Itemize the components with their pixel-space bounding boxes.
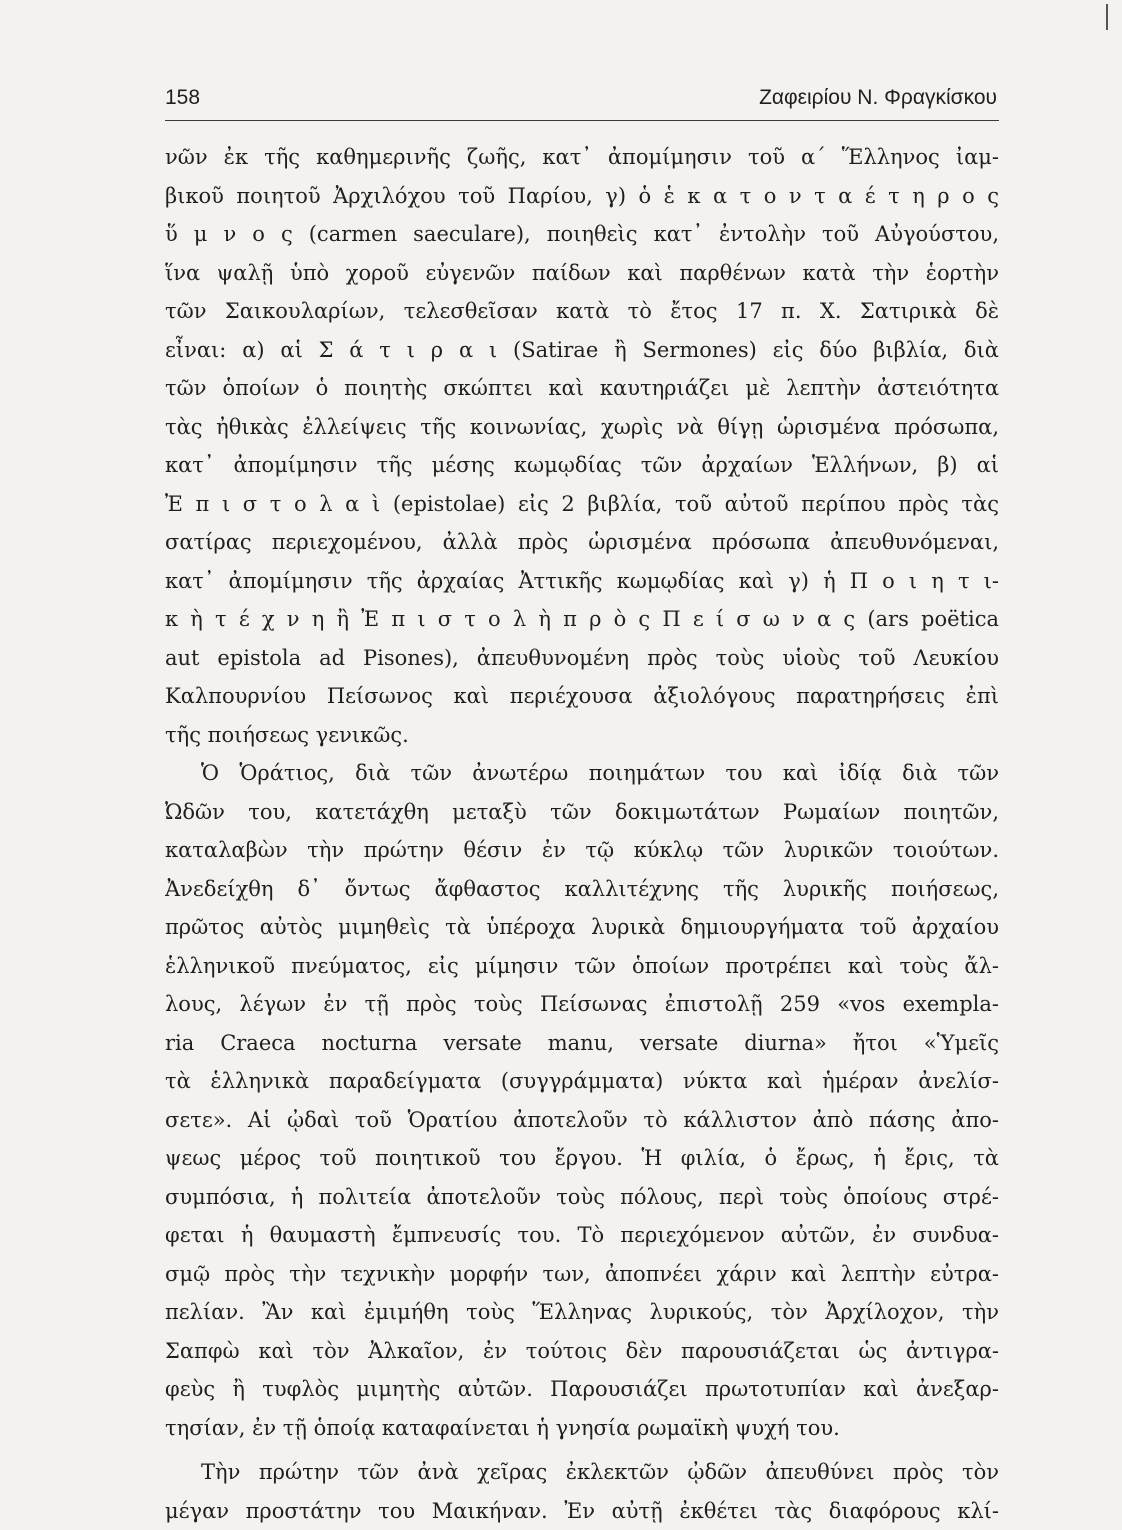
text-line: τησίαν, ἐν τῇ ὁποίᾳ καταφαίνεται ἡ γνησία ρωμαϊκὴ ψυχή του. [165,1409,999,1448]
text-line: ὕ μ ν ο ς (carmen saeculare), ποιηθεὶς κατ᾽ ἐντολὴν τοῦ Αὐγούστου, [165,215,999,254]
text-line: τῶν Σαικουλαρίων, τελεσθεῖσαν κατὰ τὸ ἔτος 17 π. Χ. Σατιρικὰ δὲ [165,292,999,331]
text-line: Σαπφὼ καὶ τὸν Ἀλκαῖον, ἐν τούτοις δὲν παρουσιάζεται ὡς ἀντιγρα- [165,1332,999,1371]
text-line: Τὴν πρώτην τῶν ἀνὰ χεῖρας ἐκλεκτῶν ᾠδῶν ἀπευθύνει πρὸς τὸν [165,1453,999,1492]
running-head: Ζαφειρίου Ν. Φραγκίσκου [759,86,997,110]
text-line: φεται ἡ θαυμαστὴ ἔμπνευσίς του. Τὸ περιεχόμενον αὐτῶν, ἐν συνδυα- [165,1216,999,1255]
text-line: σατίρας περιεχομένου, ἀλλὰ πρὸς ὡρισμένα πρόσωπα ἀπευθυνόμεναι, [165,523,999,562]
text-line: Ὠδῶν του, κατετάχθη μεταξὺ τῶν δοκιμωτάτων Ρωμαίων ποιητῶν, [165,793,999,832]
text-line: Καλπουρνίου Πείσωνος καὶ περιέχουσα ἀξιολόγους παρατηρήσεις ἐπὶ [165,677,999,716]
text-line: πελίαν. Ἂν καὶ ἐμιμήθη τοὺς Ἕλληνας λυρικούς, τὸν Ἀρχίλοχον, τὴν [165,1293,999,1332]
text-line: κατ᾽ ἀπομίμησιν τῆς μέσης κωμῳδίας τῶν ἀρχαίων Ἑλλήνων, β) αἱ [165,446,999,485]
text-line: νῶν ἐκ τῆς καθημερινῆς ζωῆς, κατ᾽ ἀπομίμησιν τοῦ α΄ Ἕλληνος ἰαμ- [165,138,999,177]
page-number: 158 [165,86,200,110]
text-line: ἑλληνικοῦ πνεύματος, εἰς μίμησιν τῶν ὁποίων προτρέπει καὶ τοὺς ἄλ- [165,947,999,986]
text-line: φεὺς ἢ τυφλὸς μιμητὴς αὐτῶν. Παρουσιάζει πρωτοτυπίαν καὶ ἀνεξαρ- [165,1370,999,1409]
scan-edge-mark [1094,4,1108,30]
text-line: εἶναι: α) αἱ Σ ά τ ι ρ α ι (Satirae ἢ Sermones) εἰς δύο βιβλία, διὰ [165,331,999,370]
text-line: Ἀνεδείχθη δ᾽ ὄντως ἄφθαστος καλλιτέχνης τῆς λυρικῆς ποιήσεως, [165,870,999,909]
text-line: κατ᾽ ἀπομίμησιν τῆς ἀρχαίας Ἀττικῆς κωμῳδίας καὶ γ) ἡ Π ο ι η τ ι- [165,562,999,601]
text-line: βικοῦ ποιητοῦ Ἀρχιλόχου τοῦ Παρίου, γ) ὁ ἑ κ α τ ο ν τ α έ τ η ρ ο ς [165,177,999,216]
text-line: καταλαβὼν τὴν πρώτην θέσιν ἐν τῷ κύκλῳ τῶν λυρικῶν τοιούτων. [165,831,999,870]
text-line: ἵνα ψαλῇ ὑπὸ χοροῦ εὐγενῶν παίδων καὶ παρθένων κατὰ τὴν ἑορτὴν [165,254,999,293]
text-line: κ ὴ τ έ χ ν η ἢ Ἐ π ι σ τ ο λ ὴ π ρ ὸ ς Π ε ί σ ω ν α ς (ars poëtica [165,600,999,639]
text-line: σμῷ πρὸς τὴν τεχνικὴν μορφήν των, ἀποπνέει χάριν καὶ λεπτὴν εὐτρα- [165,1255,999,1294]
text-line: τὰ ἑλληνικὰ παραδείγματα (συγγράμματα) νύκτα καὶ ἡμέραν ἀνελίσ- [165,1062,999,1101]
text-line: τὰς ἠθικὰς ἐλλείψεις τῆς κοινωνίας, χωρὶς νὰ θίγῃ ὡρισμένα πρόσωπα, [165,408,999,447]
text-line: συμπόσια, ἡ πολιτεία ἀποτελοῦν τοὺς πόλους, περὶ τοὺς ὁποίους στρέ- [165,1178,999,1217]
page-header [165,84,999,121]
body-text [165,138,999,1530]
text-line: πρῶτος αὐτὸς μιμηθεὶς τὰ ὑπέροχα λυρικὰ δημιουργήματα τοῦ ἀρχαίου [165,908,999,947]
text-line: σετε». Αἱ ᾠδαὶ τοῦ Ὁρατίου ἀποτελοῦν τὸ κάλλιστον ἀπὸ πάσης ἀπο- [165,1101,999,1140]
text-line: aut epistola ad Pisones), ἀπευθυνομένη πρὸς τοὺς υἱοὺς τοῦ Λευκίου [165,639,999,678]
text-line: ψεως μέρος τοῦ ποιητικοῦ του ἔργου. Ἡ φιλία, ὁ ἔρως, ἡ ἔρις, τὰ [165,1139,999,1178]
text-line: Ἐ π ι σ τ ο λ α ὶ (epistolae) εἰς 2 βιβλία, τοῦ αὐτοῦ περίπου πρὸς τὰς [165,485,999,524]
text-line: μέγαν προστάτην του Μαικήναν. Ἐν αὐτῇ ἐκθέτει τὰς διαφόρους κλί- [165,1492,999,1530]
text-line: τῆς ποιήσεως γενικῶς. [165,716,999,755]
text-line: ria Craeca nocturna versate manu, versate diurna» ἤτοι «Ὑμεῖς [165,1024,999,1063]
text-line: Ὁ Ὁράτιος, διὰ τῶν ἀνωτέρω ποιημάτων του καὶ ἰδίᾳ διὰ τῶν [165,754,999,793]
text-line: τῶν ὁποίων ὁ ποιητὴς σκώπτει καὶ καυτηριάζει μὲ λεπτὴν ἀστειότητα [165,369,999,408]
text-line: λους, λέγων ἐν τῇ πρὸς τοὺς Πείσωνας ἐπιστολῇ 259 «vos exempla- [165,985,999,1024]
